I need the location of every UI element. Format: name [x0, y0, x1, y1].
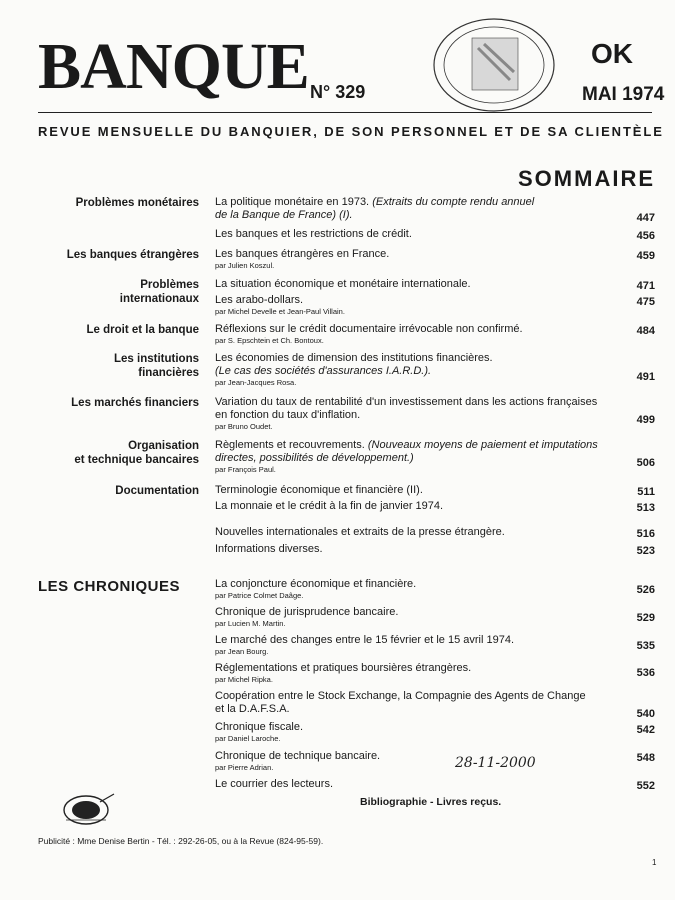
masthead-title: BANQUE — [38, 30, 309, 103]
toc-entry — [215, 634, 635, 656]
toc-entry — [215, 778, 635, 791]
entry-author: par Michel Ripka. — [215, 675, 273, 684]
entry-title: Variation du taux de rentabilité d'un investissement dans les actions françaises — [215, 396, 598, 408]
toc-entry — [215, 439, 635, 474]
toc-entry — [215, 721, 635, 743]
page-number: 548 — [636, 752, 655, 764]
toc-entry — [215, 196, 635, 222]
entry-title-line2: en fonction du taux d'inflation. — [215, 409, 361, 421]
page-number: 542 — [636, 724, 655, 736]
entry-title-extra: (Extraits du compte rendu annuel — [372, 196, 535, 208]
page-number: 536 — [636, 667, 655, 679]
toc-entry — [215, 294, 635, 316]
entry-author: par Patrice Colmet Daâge. — [215, 591, 304, 600]
entry-title: La politique monétaire en 1973. — [215, 196, 370, 208]
entry-title: Coopération entre le Stock Exchange, la Compagnie des Agents de Change — [215, 690, 586, 702]
section-label-problemes-monetaires: Problèmes monétaires — [75, 197, 199, 209]
sommaire-heading: SOMMAIRE — [518, 166, 655, 191]
page-number: 513 — [636, 502, 655, 514]
issue-date: MAI 1974 — [582, 84, 665, 105]
toc-entry — [215, 606, 635, 628]
entry-title: Les banques étrangères en France. — [215, 248, 390, 260]
publisher-logo-icon — [60, 790, 116, 828]
page-number: 471 — [636, 280, 655, 292]
section-label-line: Problèmes — [140, 279, 199, 291]
entry-title-extra: (Nouveaux moyens de paiement et imputations — [367, 439, 598, 451]
entry-author: par Jean-Jacques Rosa. — [215, 378, 297, 387]
entry-title: La monnaie et le crédit à la fin de janvier 1974. — [215, 500, 444, 512]
section-label-droit-banque: Le droit et la banque — [86, 324, 199, 336]
toc-entry — [215, 526, 635, 539]
entry-title-line2: et la D.A.F.S.A. — [215, 703, 290, 715]
toc-entry — [215, 278, 635, 291]
page-number: 475 — [636, 296, 655, 308]
toc-entry — [215, 662, 635, 684]
page-number: 506 — [636, 457, 655, 469]
entry-author: par Lucien M. Martin. — [215, 619, 286, 628]
footer-publicite: Publicité : Mme Denise Bertin - Tél. : 292-26-05, ou à la Revue (824-95-59). — [38, 836, 324, 846]
section-label-line: internationaux — [119, 293, 199, 305]
entry-title: Terminologie économique et financière (II). — [215, 484, 423, 496]
section-label-institutions-financieres — [114, 352, 199, 380]
section-label-line: Les institutions — [114, 353, 199, 365]
library-stamp-icon — [420, 10, 568, 120]
entry-author: par Bruno Oudet. — [215, 422, 273, 431]
entry-title: Nouvelles internationales et extraits de la presse étrangère. — [215, 526, 505, 538]
page-number: 459 — [636, 250, 655, 262]
page-number: 499 — [636, 414, 655, 426]
page-number: 491 — [636, 371, 655, 383]
toc-entry — [215, 484, 635, 497]
page-number: 529 — [636, 612, 655, 624]
section-label-banques-etrangeres: Les banques étrangères — [66, 249, 199, 261]
entry-title: Réflexions sur le crédit documentaire irrévocable non confirmé. — [215, 323, 523, 335]
page-number: 540 — [636, 708, 655, 720]
entry-subtitle: (Le cas des sociétés d'assurances I.A.R.D.). — [215, 365, 432, 377]
entry-author: par Pierre Adrian. — [215, 763, 274, 772]
entry-author: par François Paul. — [215, 465, 276, 474]
entry-author: par Michel Develle et Jean-Paul Villain. — [215, 307, 345, 316]
entry-subtitle: de la Banque de France) (I). — [215, 209, 353, 221]
masthead-subtitle: REVUE MENSUELLE DU BANQUIER, DE SON PERSONNEL ET DE SA CLIENTÈLE — [38, 124, 664, 139]
bibliographie-line: Bibliographie - Livres reçus. — [360, 796, 502, 808]
entry-author: par Jean Bourg. — [215, 647, 269, 656]
toc-entry — [215, 578, 635, 600]
entry-author: par Daniel Laroche. — [215, 734, 281, 743]
issue-number: N° 329 — [310, 82, 366, 102]
entry-subtitle: directes, possibilités de développement.) — [215, 452, 414, 464]
section-label-line: Organisation — [128, 440, 199, 452]
ok-mark: OK — [591, 38, 633, 69]
entry-title: Les économies de dimension des institutions financières. — [215, 352, 493, 364]
entry-title: Les arabo-dollars. — [215, 294, 304, 306]
section-label-problemes-internationaux — [120, 278, 199, 306]
handwritten-date: 28-11-2000 — [455, 755, 536, 771]
page-number: 511 — [637, 486, 655, 498]
toc-entry — [215, 396, 635, 431]
entry-title: Réglementations et pratiques boursières étrangères. — [215, 662, 472, 674]
section-label-marches-financiers: Les marchés financiers — [71, 397, 199, 409]
entry-title: Les banques et les restrictions de crédit. — [215, 228, 412, 240]
section-label-line: financières — [138, 367, 199, 379]
toc-entry — [215, 248, 635, 270]
toc-entry — [215, 352, 635, 387]
page-number: 526 — [636, 584, 655, 596]
page-number: 447 — [636, 212, 655, 224]
page-number: 484 — [636, 325, 655, 337]
entry-title: Le courrier des lecteurs. — [215, 778, 333, 790]
page-number: 552 — [636, 780, 655, 792]
entry-title: Informations diverses. — [215, 543, 323, 555]
corner-mark: 1 — [652, 858, 657, 867]
page-number: 523 — [636, 545, 655, 557]
toc-entry — [215, 323, 635, 345]
toc-entry — [215, 750, 635, 772]
entry-title: La conjoncture économique et financière. — [215, 578, 417, 590]
toc-entry — [215, 500, 635, 513]
page-number: 535 — [636, 640, 655, 652]
chroniques-label: LES CHRONIQUES — [38, 578, 181, 595]
section-label-documentation: Documentation — [115, 485, 199, 497]
entry-title: Le marché des changes entre le 15 février et le 15 avril 1974. — [215, 634, 515, 646]
page-number: 516 — [636, 528, 655, 540]
page-number: 456 — [636, 230, 655, 242]
toc-entry — [215, 228, 635, 241]
entry-author: par Julien Koszul. — [215, 261, 275, 270]
entry-title: La situation économique et monétaire internationale. — [215, 278, 471, 290]
entry-title: Chronique de technique bancaire. — [215, 750, 381, 762]
section-label-line: et technique bancaires — [74, 454, 199, 466]
entry-title: Chronique de jurisprudence bancaire. — [215, 606, 399, 618]
toc-entry — [215, 543, 635, 556]
toc-entry — [215, 690, 635, 716]
entry-title: Chronique fiscale. — [215, 721, 304, 733]
section-label-organisation-technique — [74, 439, 199, 467]
entry-author: par S. Epschtein et Ch. Bontoux. — [215, 336, 324, 345]
entry-title: Règlements et recouvrements. — [215, 439, 365, 451]
